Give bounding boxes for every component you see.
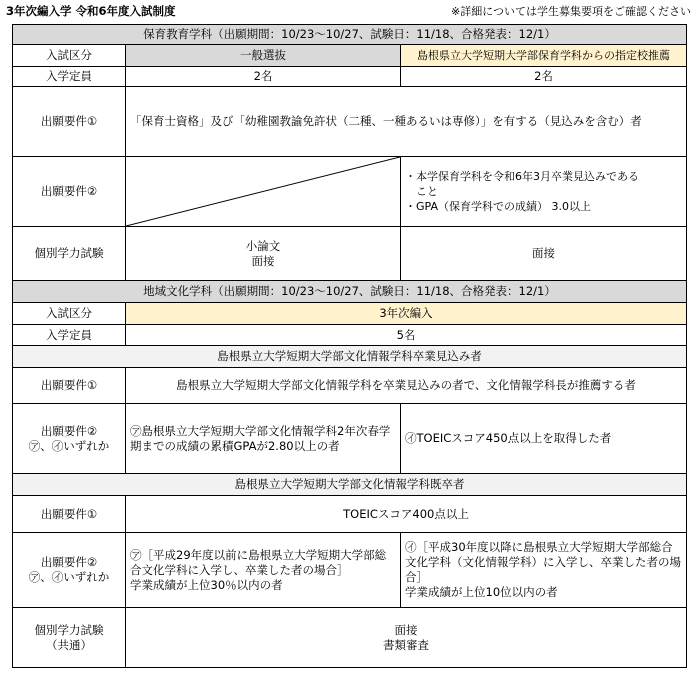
nursery-capacity-label: 入学定員 (13, 67, 126, 87)
nursery-req2-na-cell (126, 157, 401, 227)
nursery-capacity-general: 2名 (126, 67, 401, 87)
nursery-req2-designated (401, 157, 687, 227)
nursery-req2-item: ・GPA（保育学科での成績） 3.0以上 (405, 200, 591, 213)
graduates-req2-b: ㋑［平成30年度以降に島根県立大学短期大学部総合文化学科（文化情報学科）に入学し、卒業した者の場合］ 学業成績が上位10位以内の者 (401, 533, 687, 608)
nursery-category-designated: 島根県立大学短期大学部保育学科からの指定校推薦 (401, 45, 687, 67)
page-title: 3年次編入学 令和6年度入試制度 (6, 4, 176, 18)
page-header (6, 3, 691, 19)
graduates-req1-text: TOEICスコア400点以上 (126, 496, 687, 533)
nursery-section-title: 保育教育学科（出願期間：10/23〜10/27、試験日：11/18、合格発表：12/1） (13, 25, 687, 45)
nursery-capacity-designated: 2名 (401, 67, 687, 87)
regional-section-title: 地域文化学科（出願期間：10/23〜10/27、試験日：11/18、合格発表：12/1） (13, 281, 687, 303)
regional-category-label: 入試区分 (13, 303, 126, 325)
regional-capacity-label: 入学定員 (13, 325, 126, 346)
grad-expected-req2-a: ㋐島根県立大学短期大学部文化情報学科2年次春学期までの成績の累積GPAが2.80以上の者 (126, 404, 401, 474)
nursery-exam-general: 小論文 面接 (126, 227, 401, 281)
grad-expected-req1-label: 出願要件① (13, 368, 126, 404)
grad-expected-req2-b: ㋑TOEICスコア450点以上を取得した者 (401, 404, 687, 474)
nursery-category-general: 一般選抜 (126, 45, 401, 67)
nursery-exam-label: 個別学力試験 (13, 227, 126, 281)
nursery-req1-text: 「保育士資格」及び「幼稚園教諭免許状（二種、一種あるいは専修）」を有する（見込みを含む）者 (126, 87, 687, 157)
nursery-req2-item: ・本学保育学科を令和6年3月卒業見込みである (405, 170, 639, 183)
grad-expected-title: 島根県立大学短期大学部文化情報学科卒業見込み者 (13, 346, 687, 368)
regional-exam-label: 個別学力試験 （共通） (13, 608, 126, 668)
nursery-req1-label: 出願要件① (13, 87, 126, 157)
graduates-title: 島根県立大学短期大学部文化情報学科既卒者 (13, 474, 687, 496)
graduates-req2-label: 出願要件② ㋐、㋑いずれか (13, 533, 126, 608)
regional-capacity: 5名 (126, 325, 687, 346)
admission-table (12, 24, 687, 668)
regional-category: 3年次編入 (126, 303, 687, 325)
diagonal-line (126, 157, 400, 226)
nursery-req2-item: こと (405, 185, 438, 198)
graduates-req1-label: 出願要件① (13, 496, 126, 533)
nursery-category-label: 入試区分 (13, 45, 126, 67)
regional-exam-text: 面接 書類審査 (126, 608, 687, 668)
page-note: ※詳細については学生募集要項をご確認ください (451, 5, 691, 18)
nursery-exam-designated: 面接 (401, 227, 687, 281)
nursery-req2-label: 出願要件② (13, 157, 126, 227)
grad-expected-req1-text: 島根県立大学短期大学部文化情報学科を卒業見込みの者で、文化情報学科長が推薦する者 (126, 368, 687, 404)
graduates-req2-a: ㋐［平成29年度以前に島根県立大学短期大学部総合文化学科に入学し、卒業した者の場合］ 学業成績が上位30％以内の者 (126, 533, 401, 608)
grad-expected-req2-label: 出願要件② ㋐、㋑いずれか (13, 404, 126, 474)
